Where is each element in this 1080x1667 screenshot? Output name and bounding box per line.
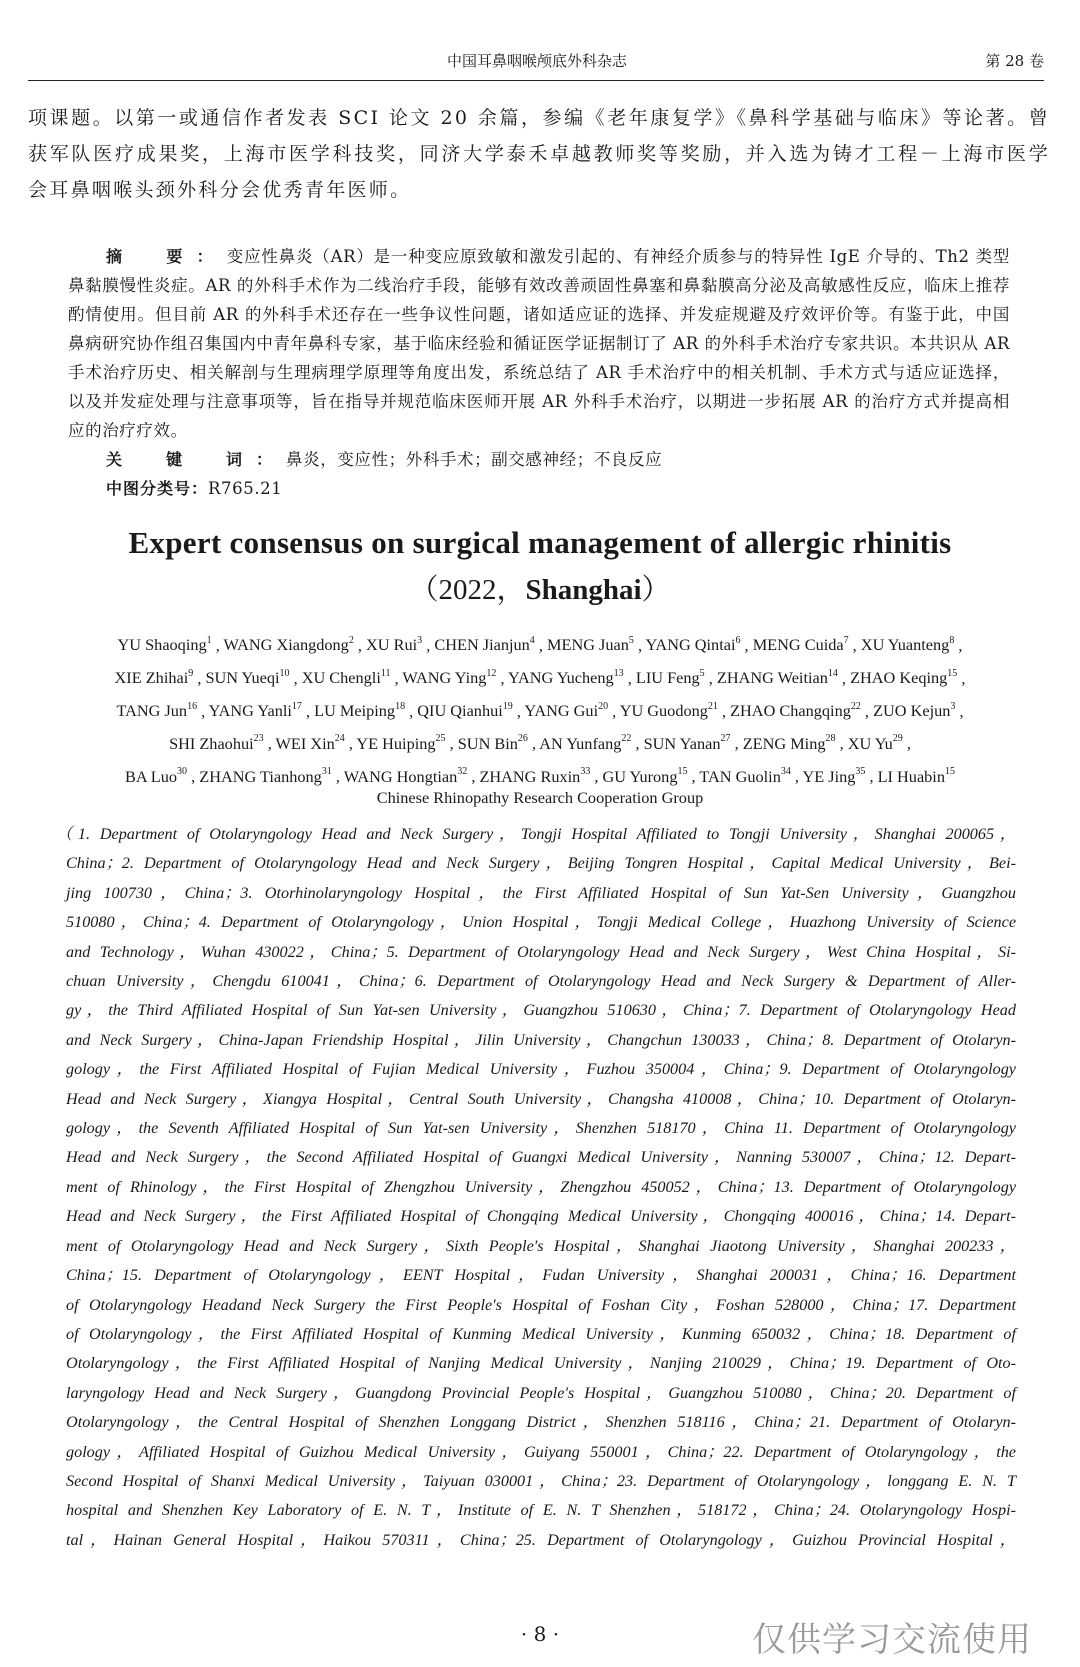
- author-name: MENG Cuida$^7$: [752, 635, 849, 655]
- author-name: SHI Zhaohui$^{23}$: [169, 733, 264, 753]
- affiliation-superscript: 3: [950, 700, 956, 712]
- author-name: LIU Feng$^5$: [635, 667, 705, 688]
- affiliation-superscript: 15: [947, 667, 958, 679]
- affiliation-line: Second Hospital of Shanxi Medical University，Taiyuan 030001，China；23. Department of Otolaryngology，longgang E. N. T: [66, 1471, 1016, 1490]
- affiliation-superscript: 35: [855, 766, 866, 778]
- author-name: ZHANG Ruxin$^{33}$: [479, 766, 591, 786]
- affiliation-line: gology，the First Affiliated Hospital of Fujian Medical University，Fuzhou 350004，China；9. Department of Otolaryngology: [66, 1060, 1016, 1079]
- affiliation-line: Otolaryngology，the Central Hospital of Shenzhen Longgang District，Shenzhen 518116，China；21. Department of Otolaryn-: [66, 1413, 1016, 1432]
- author-name: SUN Yueqi$^{10}$: [205, 667, 290, 688]
- journal-name: 中国耳鼻咽喉颅底外科杂志: [446, 52, 627, 70]
- affiliation-superscript: 8: [949, 635, 955, 646]
- affiliation-superscript: 9: [188, 667, 194, 679]
- affiliation-superscript: 15: [677, 766, 688, 778]
- author-name: CHEN Jianjun$^4$: [434, 635, 535, 655]
- affiliation-line: and Neck Surgery，China-Japan Friendship Hospital，Jilin University，Changchun 130033，China；8. Department of Otolaryn-: [66, 1030, 1016, 1049]
- author-name: YU Shaoqing$^1$: [117, 635, 212, 655]
- author-name: LI Huabin$^{15}$: [877, 766, 955, 786]
- affiliation-line: ment of Rhinology，the First Hospital of Zhengzhou University，Zhengzhou 450052，China；13. Department of Otolaryngology: [66, 1177, 1016, 1196]
- affiliation-line: laryngology Head and Neck Surgery，Guangdong Provincial People's Hospital，Guangzhou 510080，China；20. Department of: [66, 1383, 1016, 1402]
- author-name: TANG Jun$^{16}$: [116, 700, 198, 721]
- affiliation-superscript: 15: [944, 766, 955, 778]
- abstract-paragraph: [68, 242, 1010, 445]
- author-row: YU Shaoqing$^1$ , WANG Xiangdong$^2$ , XU Rui$^3$ , CHEN Jianjun$^4$ , MENG Juan$^5$ , YANG Qintai$^6$ , MENG Cuida$^7$ , XU Yuanteng$^8$ ,: [117, 635, 963, 655]
- affiliation-superscript: 1: [206, 635, 212, 646]
- affiliation-superscript: 10: [279, 667, 290, 679]
- author-name: BA Luo$^{30}$: [125, 766, 188, 786]
- affiliation-line: Head and Neck Surgery，the Second Affiliated Hospital of Guangxi Medical University，Nanning 530007，China；12. Depart-: [66, 1148, 1016, 1167]
- affiliation-line: of Otolaryngology，the First Affiliated Hospital of Kunming Medical University，Kunming 650032，China；18. Department of: [66, 1324, 1016, 1343]
- author-name: XU Yu$^{29}$: [847, 733, 903, 753]
- author-row: SHI Zhaohui$^{23}$ , WEI Xin$^{24}$ , YE Huiping$^{25}$ , SUN Bin$^{26}$ , AN Yunfang$^{22}$ , SUN Yanan$^{27}$ , ZENG Ming$^{28}$ , XU Yu$^{29}$ ,: [169, 733, 911, 753]
- affiliation-line: ment of Otolaryngology Head and Neck Surgery，Sixth People's Hospital，Shanghai Jiaotong University，Shanghai 200233，: [66, 1236, 1016, 1255]
- abstract-block: [68, 242, 1010, 503]
- affiliation-line: and Technology，Wuhan 430022，China；5. Department of Otolaryngology Head and Neck Surgery，West China Hospital，Si-: [66, 942, 1016, 961]
- author-list: [34, 627, 1046, 791]
- affiliation-superscript: 11: [380, 667, 391, 679]
- affiliation-superscript: 30: [177, 766, 188, 778]
- author-name: WANG Ying$^{12}$: [402, 667, 497, 688]
- affiliation-superscript: 22: [850, 700, 861, 712]
- volume-label: 第 28 卷: [985, 52, 1044, 70]
- author-name: ZHANG Tianhong$^{31}$: [199, 766, 332, 786]
- affiliation-line: tal，Hainan General Hospital，Haikou 570311，China；25. Department of Otolaryngology，Guizhou Provincial Hospital，: [66, 1530, 1016, 1549]
- keywords-line: [68, 445, 1010, 474]
- author-name: YE Huiping$^{25}$: [356, 733, 446, 753]
- author-name: TAN Guolin$^{34}$: [699, 766, 791, 786]
- affiliation-line: China；2. Department of Otolaryngology Head and Neck Surgery，Beijing Tongren Hospital，Capital Medical University，Bei-: [66, 854, 1016, 873]
- affiliation-superscript: 21: [707, 700, 718, 712]
- classification-code: R765.21: [208, 479, 283, 498]
- abstract-label: 摘 要：: [106, 247, 227, 266]
- author-bio-paragraph: 项课题。以第一或通信作者发表 SCI 论文 20 余篇，参编《老年康复学》《鼻科学基础与临床》等论著。曾获军队医疗成果奖，上海市医学科技奖，同济大学泰禾卓越教师奖等奖励，并入选为铸才工程－上海市医学会耳鼻咽喉头颈外科分会优秀青年医师。: [28, 107, 1050, 201]
- research-group: Chinese Rhinopathy Research Cooperation Group: [376, 788, 704, 807]
- affiliation-line: gology，the Seventh Affiliated Hospital of Sun Yat-sen University，Shenzhen 518170，China 11. Department of Otolaryngology: [66, 1119, 1016, 1138]
- subtitle-city: Shanghai: [525, 574, 642, 606]
- affiliation-superscript: 4: [529, 635, 535, 646]
- author-name: LU Meiping$^{18}$: [314, 700, 406, 721]
- affiliation-superscript: 5: [699, 667, 705, 679]
- affiliations-block: [56, 820, 1016, 1555]
- affiliation-superscript: 12: [486, 667, 497, 679]
- affiliation-superscript: 3: [417, 635, 423, 646]
- running-header: [30, 48, 1044, 76]
- subtitle-open: （2022，: [409, 574, 526, 606]
- affiliation-superscript: 31: [321, 766, 332, 778]
- english-subtitle: [0, 570, 1080, 610]
- author-name: YANG Yucheng$^{13}$: [508, 667, 624, 688]
- author-name: WANG Hongtian$^{32}$: [343, 766, 468, 786]
- affiliation-superscript: 29: [892, 733, 903, 745]
- english-title: Expert consensus on surgical management of allergic rhinitis: [128, 525, 952, 560]
- abstract-text: 变应性鼻炎（AR）是一种变应原致敏和激发引起的、有神经介质参与的特异性 IgE 介导的、Th2 类型鼻黏膜慢性炎症。AR 的外科手术作为二线治疗手段，能够有效改善顽固性鼻塞和鼻黏膜高分泌及高敏感性反应，临床上推荐酌情使用。但目前 AR 的外科手术还存在一些争议性问题，诸如适应证的选择、并发症规避及疗效评价等。有鉴于此，中国鼻病研究协作组召集国内中青年鼻科专家，基于临床经验和循证医学证据制订了 AR 的外科手术治疗专家共识。本共识从 AR 手术治疗历史、相关解剖与生理病理学原理等角度出发，系统总结了 AR 手术治疗中的相关机制、手术方式与适应证选择，以及并发症处理与注意事项等，旨在指导并规范临床医师开展 AR 外科手术治疗，以期进一步拓展 AR 的治疗方式并提高相应的治疗疗效。: [68, 247, 1010, 440]
- author-name: QIU Qianhui$^{19}$: [417, 700, 513, 721]
- affiliation-superscript: 17: [291, 700, 302, 712]
- affiliation-line: jing 100730，China；3. Otorhinolaryngology Hospital，the First Affiliated Hospital of Sun Yat-Sen University，Guangzhou: [66, 883, 1016, 902]
- author-name: YU Guodong$^{21}$: [619, 700, 718, 721]
- affiliation-line: （1. Department of Otolaryngology Head and Neck Surgery，Tongji Hospital Affiliated to Tongji University，Shanghai 200065，: [56, 825, 1016, 843]
- affiliation-superscript: 23: [253, 733, 264, 745]
- keywords-label: 关 键 词：: [106, 450, 287, 469]
- affiliation-line: China；15. Department of Otolaryngology，EENT Hospital，Fudan University，Shanghai 200031，China；16. Department: [66, 1266, 1016, 1285]
- affiliation-superscript: 27: [720, 733, 731, 745]
- author-name: SUN Bin$^{26}$: [457, 733, 528, 753]
- classification-label: 中图分类号：: [106, 479, 209, 498]
- affiliation-line: Head and Neck Surgery，Xiangya Hospital，Central South University，Changsha 410008，China；10. Department of Otolaryn-: [66, 1089, 1016, 1108]
- author-name: SUN Yanan$^{27}$: [643, 733, 731, 753]
- author-name: ZHAO Keqing$^{15}$: [850, 667, 958, 688]
- author-name: ZENG Ming$^{28}$: [742, 733, 836, 753]
- affiliation-superscript: 33: [580, 766, 591, 778]
- affiliation-superscript: 6: [735, 635, 741, 646]
- author-name: XU Yuanteng$^8$: [860, 635, 955, 655]
- affiliation-superscript: 14: [827, 667, 838, 679]
- affiliation-superscript: 2: [348, 635, 354, 646]
- author-row: BA Luo$^{30}$ , ZHANG Tianhong$^{31}$ , WANG Hongtian$^{32}$ , ZHANG Ruxin$^{33}$ , GU Yurong$^{15}$ , TAN Guolin$^{34}$ , YE Jing$^{35}$ , LI Huabin$^{15}$: [125, 766, 955, 786]
- affiliation-superscript: 19: [502, 700, 513, 712]
- author-name: YANG Gui$^{20}$: [524, 700, 609, 721]
- author-name: XU Rui$^3$: [366, 635, 423, 655]
- affiliation-superscript: 18: [395, 700, 406, 712]
- affiliation-superscript: 25: [435, 733, 446, 745]
- subtitle-close: ）: [641, 574, 671, 606]
- author-name: MENG Juan$^5$: [547, 635, 634, 655]
- affiliation-line: hospital and Shenzhen Key Laboratory of E. N. T，Institute of E. N. T Shenzhen，518172，China；24. Otolaryngology Hospi-: [66, 1501, 1016, 1520]
- affiliation-line: of Otolaryngology Headand Neck Surgery the First People's Hospital of Foshan City，Foshan 528000，China；17. Department: [66, 1295, 1016, 1314]
- affiliation-line: gy，the Third Affiliated Hospital of Sun Yat-sen University，Guangzhou 510630，China；7. Department of Otolaryngology Head: [66, 1001, 1016, 1020]
- affiliation-superscript: 26: [517, 733, 528, 745]
- author-name: ZHANG Weitian$^{14}$: [716, 667, 838, 688]
- author-name: GU Yurong$^{15}$: [602, 766, 688, 786]
- affiliation-superscript: 5: [628, 635, 634, 646]
- affiliation-superscript: 32: [457, 766, 468, 778]
- author-name: YANG Qintai$^6$: [645, 635, 741, 655]
- affiliation-superscript: 24: [334, 733, 345, 745]
- affiliation-superscript: 13: [613, 667, 624, 679]
- affiliation-line: Otolaryngology，the First Affiliated Hospital of Nanjing Medical University，Nanjing 210029，China；19. Department of Oto-: [66, 1354, 1016, 1373]
- author-name: ZHAO Changqing$^{22}$: [730, 700, 861, 721]
- classification-line: [68, 474, 1010, 503]
- affiliation-line: Head and Neck Surgery，the First Affiliated Hospital of Chongqing Medical University，Chongqing 400016，China；14. Depart-: [66, 1207, 1016, 1226]
- affiliation-superscript: 34: [780, 766, 791, 778]
- affiliation-superscript: 7: [843, 635, 849, 646]
- header-rule: [28, 80, 1044, 81]
- affiliation-line: gology，Affiliated Hospital of Guizhou Medical University，Guiyang 550001，China；22. Department of Otolaryngology，the: [66, 1442, 1016, 1461]
- author-row: TANG Jun$^{16}$ , YANG Yanli$^{17}$ , LU Meiping$^{18}$ , QIU Qianhui$^{19}$ , YANG Gui$^{20}$ , YU Guodong$^{21}$ , ZHAO Changqing$^{22}$ , ZUO Kejun$^3$ ,: [116, 700, 964, 721]
- author-name: YANG Yanli$^{17}$: [208, 700, 302, 721]
- affiliation-superscript: 28: [825, 733, 836, 745]
- author-row: XIE Zhihai$^9$ , SUN Yueqi$^{10}$ , XU Chengli$^{11}$ , WANG Ying$^{12}$ , YANG Yucheng$^{13}$ , LIU Feng$^5$ , ZHANG Weitian$^{14}$ , ZHAO Keqing$^{15}$ ,: [114, 667, 966, 688]
- author-name: ZUO Kejun$^3$: [873, 700, 956, 721]
- page-number: · 8 ·: [520, 1622, 560, 1646]
- keywords-text: 鼻炎，变应性；外科手术；副交感神经；不良反应: [286, 450, 663, 469]
- affiliation-superscript: 16: [187, 700, 198, 712]
- affiliation-line: 510080，China；4. Department of Otolaryngology，Union Hospital，Tongji Medical College，Huazhong University of Science: [66, 913, 1016, 932]
- author-name: XIE Zhihai$^9$: [114, 667, 194, 688]
- affiliation-superscript: 20: [598, 700, 609, 712]
- author-name: YE Jing$^{35}$: [802, 766, 866, 786]
- watermark-text: 仅供学习交流使用: [752, 1620, 1032, 1660]
- author-name: WANG Xiangdong$^2$: [223, 635, 354, 655]
- affiliation-line: chuan University，Chengdu 610041，China；6. Department of Otolaryngology Head and Neck Surgery & Department of Aller-: [66, 972, 1016, 991]
- author-name: AN Yunfang$^{22}$: [539, 733, 632, 753]
- affiliation-superscript: 22: [621, 733, 632, 745]
- author-name: WEI Xin$^{24}$: [275, 733, 345, 753]
- author-name: XU Chengli$^{11}$: [301, 667, 391, 688]
